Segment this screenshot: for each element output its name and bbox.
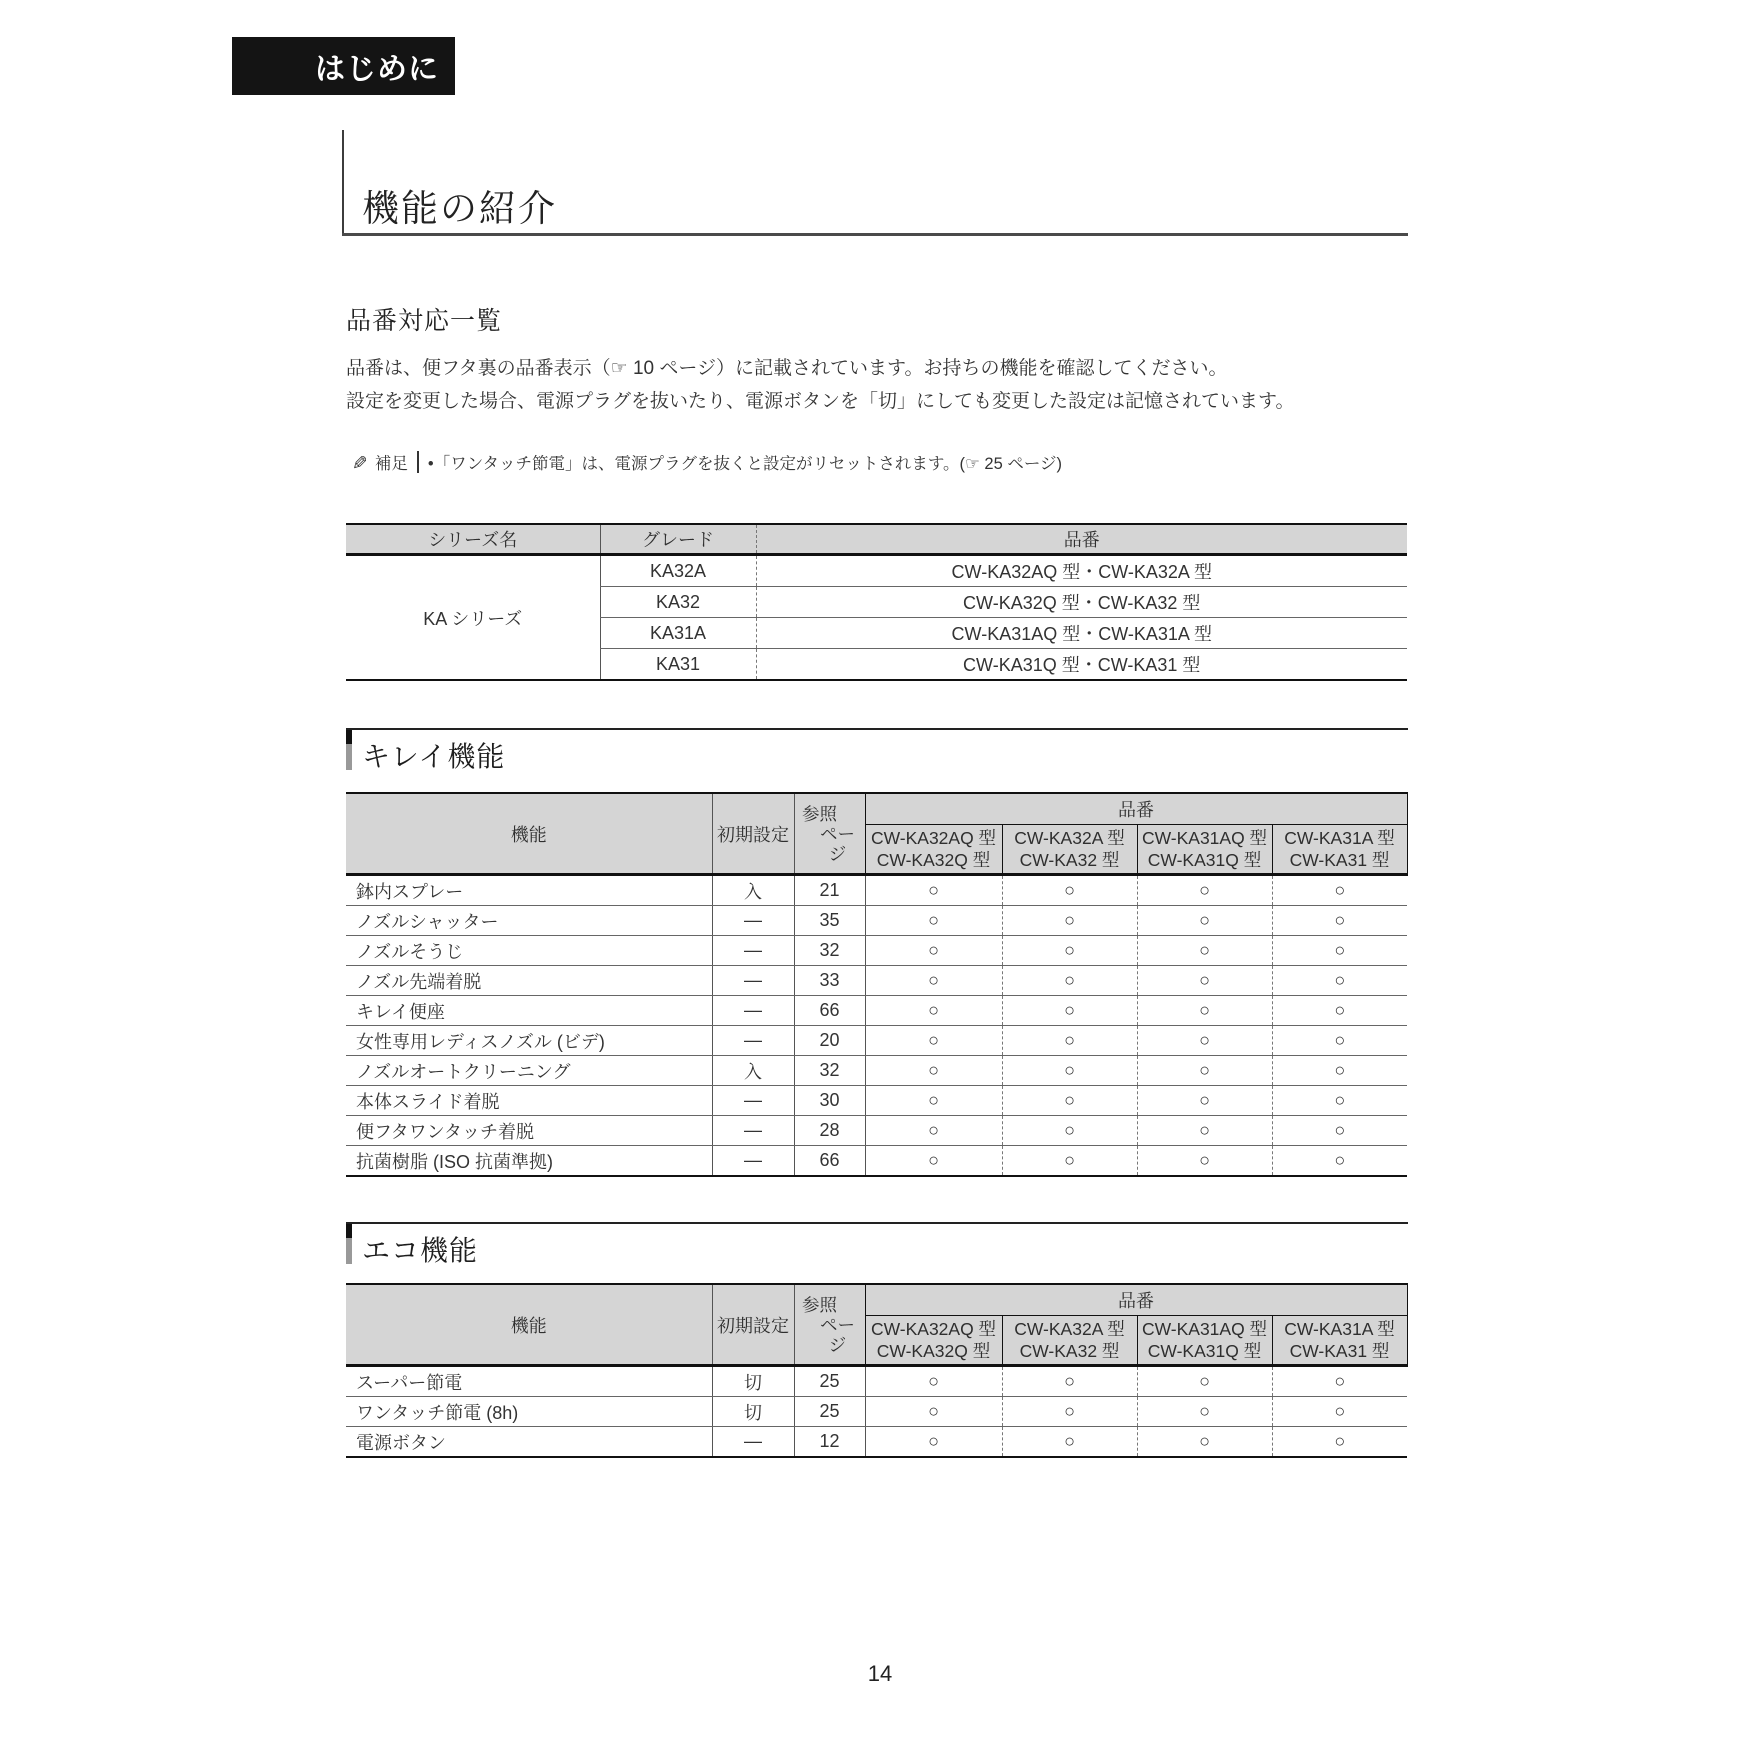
ref-page: 25: [794, 1397, 865, 1427]
support-mark: ○: [1272, 1086, 1407, 1116]
support-mark: ○: [1002, 1366, 1137, 1397]
ref-page: 33: [794, 966, 865, 996]
intro-line-1: 品番は、便フタ裏の品番表示（☞ 10 ページ）に記載されています。お持ちの機能を確認してください。: [346, 358, 1228, 379]
default-setting: ―: [712, 1026, 794, 1056]
col-header-model-2: CW-KA32A 型 CW-KA32 型: [1002, 825, 1137, 875]
feature-name: 鉢内スプレー: [346, 875, 712, 906]
col-header-model: 品番: [756, 524, 1407, 555]
default-setting: 切: [712, 1366, 794, 1397]
default-setting: ―: [712, 996, 794, 1026]
section-heading-kirei: キレイ機能: [362, 741, 506, 772]
support-mark: ○: [1272, 1146, 1407, 1177]
support-mark: ○: [1002, 936, 1137, 966]
ref-page: 12: [794, 1427, 865, 1458]
grade-cell: KA31A: [600, 618, 756, 649]
support-mark: ○: [1137, 1086, 1272, 1116]
series-name-cell: KA シリーズ: [423, 608, 523, 629]
default-setting: ―: [712, 936, 794, 966]
kirei-feature-table: [346, 792, 1408, 1177]
ref-page: 25: [794, 1366, 865, 1397]
support-mark: ○: [1272, 966, 1407, 996]
support-mark: ○: [1137, 966, 1272, 996]
col-header-function: 機能: [346, 793, 712, 875]
support-mark: ○: [1002, 1026, 1137, 1056]
feature-name: ノズル先端着脱: [346, 966, 712, 996]
support-mark: ○: [1272, 1116, 1407, 1146]
feature-name: スーパー節電: [346, 1366, 712, 1397]
ref-page: 32: [794, 936, 865, 966]
ref-page: 20: [794, 1026, 865, 1056]
supplement-note: [347, 450, 1063, 474]
support-mark: ○: [1137, 936, 1272, 966]
support-mark: ○: [1002, 1086, 1137, 1116]
support-mark: ○: [865, 1026, 1002, 1056]
chapter-badge: [232, 37, 455, 95]
default-setting: ―: [712, 1086, 794, 1116]
table-row: [346, 1026, 1407, 1056]
col-header-model-1: CW-KA32AQ 型 CW-KA32Q 型: [865, 825, 1002, 875]
table-row: [346, 966, 1407, 996]
col-header-models-group: 品番: [865, 1284, 1407, 1316]
ref-page: 66: [794, 1146, 865, 1177]
support-mark: ○: [865, 966, 1002, 996]
support-mark: ○: [1272, 996, 1407, 1026]
support-mark: ○: [1137, 1366, 1272, 1397]
ref-page: 35: [794, 906, 865, 936]
support-mark: ○: [1002, 1116, 1137, 1146]
grade-cell: KA31: [600, 649, 756, 681]
support-mark: ○: [1272, 1026, 1407, 1056]
feature-name: キレイ便座: [346, 996, 712, 1026]
col-header-default: 初期設定: [712, 793, 794, 875]
title-horizontal-rule: [342, 233, 1408, 236]
support-mark: ○: [865, 875, 1002, 906]
feature-name: 本体スライド着脱: [346, 1086, 712, 1116]
col-header-series: シリーズ名: [346, 524, 600, 555]
pencil-icon: ✎: [347, 454, 369, 470]
table-row: [346, 1427, 1407, 1458]
support-mark: ○: [865, 1116, 1002, 1146]
support-mark: ○: [1272, 936, 1407, 966]
default-setting: ―: [712, 906, 794, 936]
support-mark: ○: [1137, 1397, 1272, 1427]
col-header-model-1: CW-KA32AQ 型 CW-KA32Q 型: [865, 1316, 1002, 1366]
supplement-label: 補足: [374, 455, 408, 473]
table-row: [346, 555, 1407, 587]
models-cell: CW-KA32AQ 型・CW-KA32A 型: [756, 555, 1407, 587]
ref-page: 28: [794, 1116, 865, 1146]
support-mark: ○: [1137, 996, 1272, 1026]
support-mark: ○: [1272, 906, 1407, 936]
col-header-function: 機能: [346, 1284, 712, 1366]
support-mark: ○: [1272, 1427, 1407, 1458]
note-divider: [417, 451, 419, 473]
feature-name: 便フタワンタッチ着脱: [346, 1116, 712, 1146]
ref-page: 32: [794, 1056, 865, 1086]
support-mark: ○: [1137, 875, 1272, 906]
col-header-model-3: CW-KA31AQ 型 CW-KA31Q 型: [1137, 825, 1272, 875]
table-row: [346, 1086, 1407, 1116]
feature-name: ノズルそうじ: [346, 936, 712, 966]
feature-name: ノズルオートクリーニング: [346, 1056, 712, 1086]
support-mark: ○: [865, 1397, 1002, 1427]
support-mark: ○: [1137, 906, 1272, 936]
feature-name: ワンタッチ節電 (8h): [346, 1397, 712, 1427]
title-vertical-rule: [342, 130, 344, 234]
table-header-row: [346, 524, 1407, 555]
support-mark: ○: [865, 906, 1002, 936]
support-mark: ○: [865, 936, 1002, 966]
support-mark: ○: [1137, 1116, 1272, 1146]
support-mark: ○: [1002, 996, 1137, 1026]
support-mark: ○: [1272, 1397, 1407, 1427]
ref-page: 21: [794, 875, 865, 906]
support-mark: ○: [1002, 1056, 1137, 1086]
col-header-model-3: CW-KA31AQ 型 CW-KA31Q 型: [1137, 1316, 1272, 1366]
col-header-models-group: 品番: [865, 793, 1407, 825]
section-bar: [346, 1224, 352, 1264]
default-setting: 入: [712, 875, 794, 906]
table-header-row: [346, 793, 1407, 825]
section-heading-eco: エコ機能: [362, 1235, 479, 1266]
support-mark: ○: [865, 1366, 1002, 1397]
default-setting: ―: [712, 1146, 794, 1177]
support-mark: ○: [1002, 966, 1137, 996]
default-setting: 切: [712, 1397, 794, 1427]
feature-name: 電源ボタン: [346, 1427, 712, 1458]
section-heading-model-list: 品番対応一覧: [346, 307, 503, 335]
page-number: 14: [867, 1661, 893, 1686]
default-setting: ―: [712, 1427, 794, 1458]
support-mark: ○: [1002, 875, 1137, 906]
support-mark: ○: [1137, 1056, 1272, 1086]
support-mark: ○: [1002, 1397, 1137, 1427]
col-header-grade: グレード: [600, 524, 756, 555]
support-mark: ○: [1002, 906, 1137, 936]
section-bar: [346, 730, 352, 770]
support-mark: ○: [1137, 1026, 1272, 1056]
support-mark: ○: [865, 1427, 1002, 1458]
models-cell: CW-KA32Q 型・CW-KA32 型: [756, 587, 1407, 618]
feature-name: 抗菌樹脂 (ISO 抗菌準拠): [346, 1146, 712, 1177]
eco-feature-table: [346, 1283, 1408, 1458]
table-row: [346, 1366, 1407, 1397]
table-row: [346, 936, 1407, 966]
grade-cell: KA32A: [600, 555, 756, 587]
series-model-table: [346, 523, 1407, 681]
table-row: [346, 996, 1407, 1026]
default-setting: 入: [712, 1056, 794, 1086]
intro-line-2: 設定を変更した場合、電源プラグを抜いたり、電源ボタンを「切」にしても変更した設定は記憶されています。: [346, 391, 1295, 412]
support-mark: ○: [1272, 1056, 1407, 1086]
col-header-default: 初期設定: [712, 1284, 794, 1366]
supplement-text: •「ワンタッチ節電」は、電源プラグを抜くと設定がリセットされます。(☞ 25 ページ): [427, 455, 1063, 473]
ref-page: 66: [794, 996, 865, 1026]
page-title: 機能の紹介: [362, 188, 557, 229]
col-header-model-2: CW-KA32A 型 CW-KA32 型: [1002, 1316, 1137, 1366]
col-header-refpage: 参照 ページ: [794, 793, 865, 875]
col-header-model-4: CW-KA31A 型 CW-KA31 型: [1272, 1316, 1407, 1366]
support-mark: ○: [1137, 1146, 1272, 1177]
support-mark: ○: [1002, 1146, 1137, 1177]
table-header-row: [346, 1284, 1407, 1316]
default-setting: ―: [712, 966, 794, 996]
ref-page: 30: [794, 1086, 865, 1116]
feature-name: ノズルシャッター: [346, 906, 712, 936]
section-rule: [346, 1222, 1408, 1224]
feature-name: 女性専用レディスノズル (ビデ): [346, 1026, 712, 1056]
default-setting: ―: [712, 1116, 794, 1146]
models-cell: CW-KA31AQ 型・CW-KA31A 型: [756, 618, 1407, 649]
col-header-model-4: CW-KA31A 型 CW-KA31 型: [1272, 825, 1407, 875]
models-cell: CW-KA31Q 型・CW-KA31 型: [756, 649, 1407, 681]
support-mark: ○: [1137, 1427, 1272, 1458]
intro-paragraph: [346, 352, 1294, 418]
support-mark: ○: [865, 1086, 1002, 1116]
table-row: [346, 1146, 1407, 1177]
support-mark: ○: [1272, 875, 1407, 906]
table-row: [346, 1056, 1407, 1086]
support-mark: ○: [865, 1056, 1002, 1086]
table-row: [346, 1116, 1407, 1146]
col-header-refpage: 参照 ページ: [794, 1284, 865, 1366]
table-row: [346, 875, 1407, 906]
support-mark: ○: [865, 996, 1002, 1026]
table-row: [346, 906, 1407, 936]
support-mark: ○: [1272, 1366, 1407, 1397]
grade-cell: KA32: [600, 587, 756, 618]
section-rule: [346, 728, 1408, 730]
table-row: [346, 1397, 1407, 1427]
support-mark: ○: [1002, 1427, 1137, 1458]
support-mark: ○: [865, 1146, 1002, 1177]
chapter-badge-label: はじめに: [315, 53, 439, 86]
